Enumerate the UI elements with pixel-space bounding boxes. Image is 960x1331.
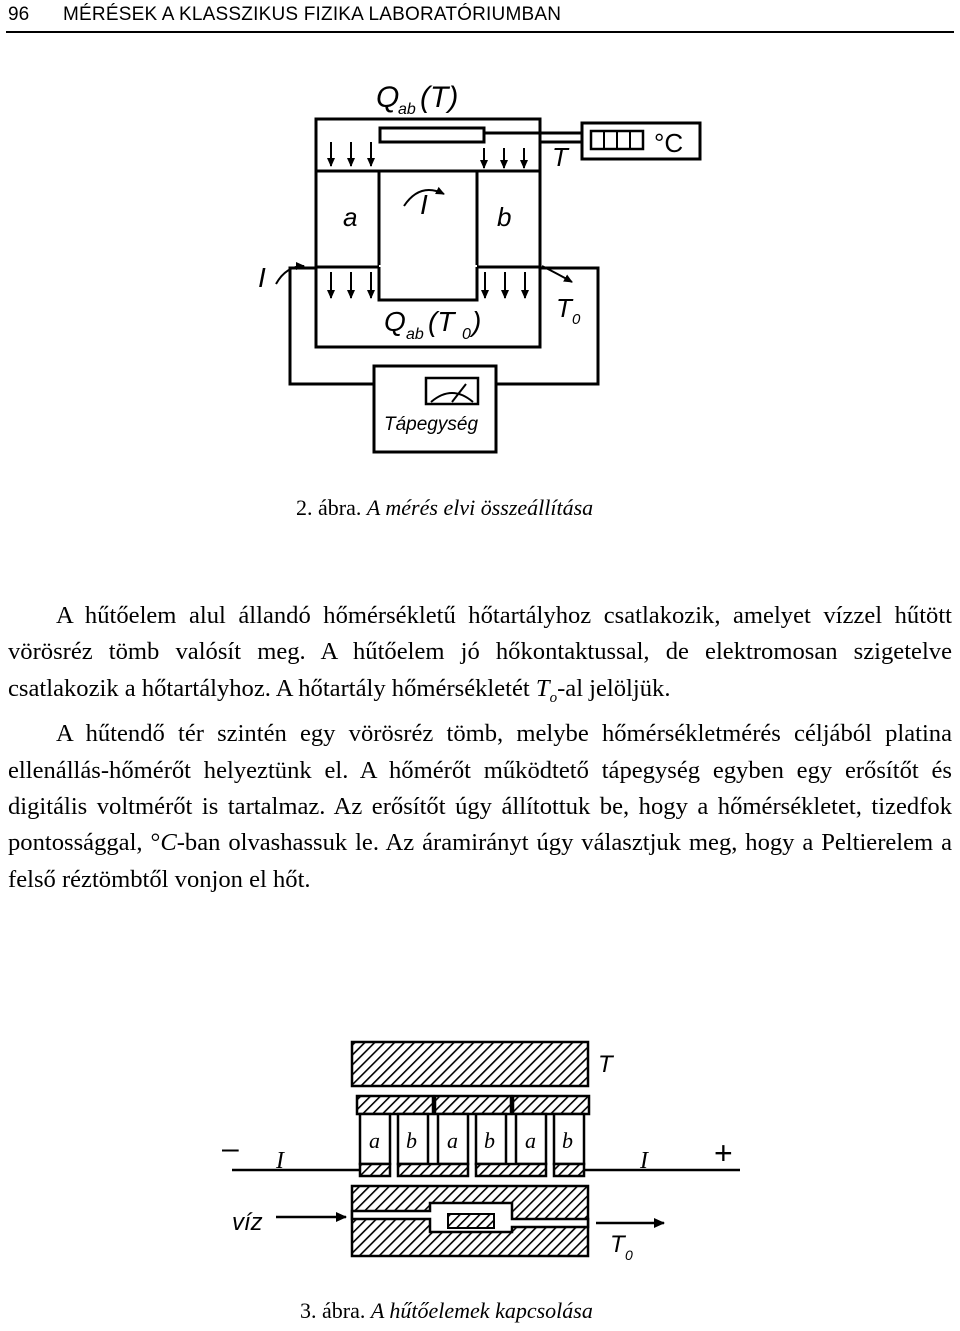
running-title: MÉRÉSEK A KLASSZIKUS FIZIKA LABORATÓRIUMBAN <box>63 4 562 25</box>
figure-3-number: 3. ábra. <box>300 1298 366 1323</box>
paragraph-2 <box>8 716 952 898</box>
display-unit: °C <box>654 128 684 158</box>
q-top-arg: (T) <box>420 81 459 114</box>
channel-insert <box>448 1214 494 1228</box>
paragraph-2-end: -ban olvashassuk le. Az áramirányt úgy választjuk meg, hogy a Peltierelem a felső réztömbtől vonjon el hőt. <box>8 829 952 893</box>
symbol-t-sub: o <box>549 689 558 706</box>
current-left-label: I <box>276 1148 284 1174</box>
symbol-c: C <box>160 829 177 857</box>
top-strip-1 <box>357 1096 433 1114</box>
heat-arrows-top-right <box>484 148 524 168</box>
q-bottom-label: Q <box>384 306 406 337</box>
leg-label-3: a <box>447 1128 458 1153</box>
leg-label-1: a <box>369 1128 380 1153</box>
heat-arrows-bottom-right <box>485 272 525 298</box>
paragraph-2-text: A hűtendő tér szintén egy vörösréz tömb, melybe hőmérsékletmérés céljából platina ellenállás-hőmérőt helyeztünk el. A hőmérőt működtető tápegység egyben egy erősítőt és digitális voltmérőt is tartalmaz. Az erősítőt úgy állítottuk be, hogy a hőmérsékletet, tizedfok pontossággal, ° <box>8 720 952 857</box>
t0-sub: 0 <box>572 311 581 328</box>
t-label-fig3: T <box>598 1051 613 1078</box>
q-bottom-sub: ab <box>406 326 424 343</box>
leg-label-6: b <box>562 1128 573 1153</box>
leg-label-2: b <box>406 1128 417 1153</box>
thermometer-probe <box>380 128 484 142</box>
leg-label-4: b <box>484 1128 495 1153</box>
bottom-strip-3 <box>476 1164 546 1176</box>
q-bottom-arg-close: ) <box>472 306 482 337</box>
q-bottom-arg-sub: 0 <box>462 326 471 343</box>
plus-terminal: + <box>714 1135 733 1171</box>
heat-arrows-top-left <box>331 142 371 166</box>
heat-arrows-bottom-left <box>331 272 371 298</box>
leg-a-label: a <box>343 202 358 232</box>
upper-plate <box>352 1042 588 1086</box>
body-text <box>8 598 952 898</box>
q-top-label: Q <box>376 81 400 114</box>
q-bottom-arg-open: (T <box>428 306 455 337</box>
q-top-sub: ab <box>398 101 416 118</box>
paragraph-1-text: A hűtőelem alul állandó hőmérsékletű hőtartályhoz csatlakozik, amelyet vízzel hűtött vörösréz tömb valósít meg. A hűtőelem jó hőkontaktussal, de elektromosan szigetelve csatlakozik a hőtartályhoz. A hőtartály hőmérsékletét <box>8 602 952 702</box>
bottom-strip-left <box>360 1164 390 1176</box>
power-supply-label: Tápegység <box>384 414 479 435</box>
t-label: T <box>552 142 568 172</box>
minus-terminal: – <box>222 1132 239 1165</box>
leg-b-label: b <box>497 202 512 232</box>
top-strip-3 <box>513 1096 589 1114</box>
t0-label: T <box>556 293 572 323</box>
paragraph-1 <box>8 598 952 716</box>
figure-2-diagram <box>0 0 960 470</box>
symbol-t: T <box>535 674 550 702</box>
t0-sub-fig3: 0 <box>625 1247 633 1263</box>
peltier-legs <box>360 1114 584 1164</box>
t0-label-fig3: T <box>610 1231 625 1258</box>
figure-2-title: A mérés elvi összeállítása <box>366 495 594 520</box>
water-label: víz <box>232 1209 263 1236</box>
bottom-strip-2 <box>398 1164 468 1176</box>
figure-3-title: A hűtőelemek kapcsolása <box>370 1298 593 1323</box>
current-label-outer: I <box>258 262 266 293</box>
circuit-wire-right <box>496 268 598 384</box>
figure-2-number: 2. ábra. <box>296 495 362 520</box>
current-right-label: I <box>640 1148 648 1174</box>
figure-2-caption <box>296 495 593 521</box>
top-strip-2 <box>435 1096 511 1114</box>
figure-3-diagram <box>0 1030 960 1270</box>
figure-3-caption <box>300 1298 593 1324</box>
page-number: 96 <box>8 4 30 25</box>
leg-label-5: a <box>525 1128 536 1153</box>
bottom-strip-right <box>554 1164 584 1176</box>
current-label-inner: I <box>420 189 428 220</box>
paragraph-1-end: -al jelöljük. <box>557 674 671 702</box>
